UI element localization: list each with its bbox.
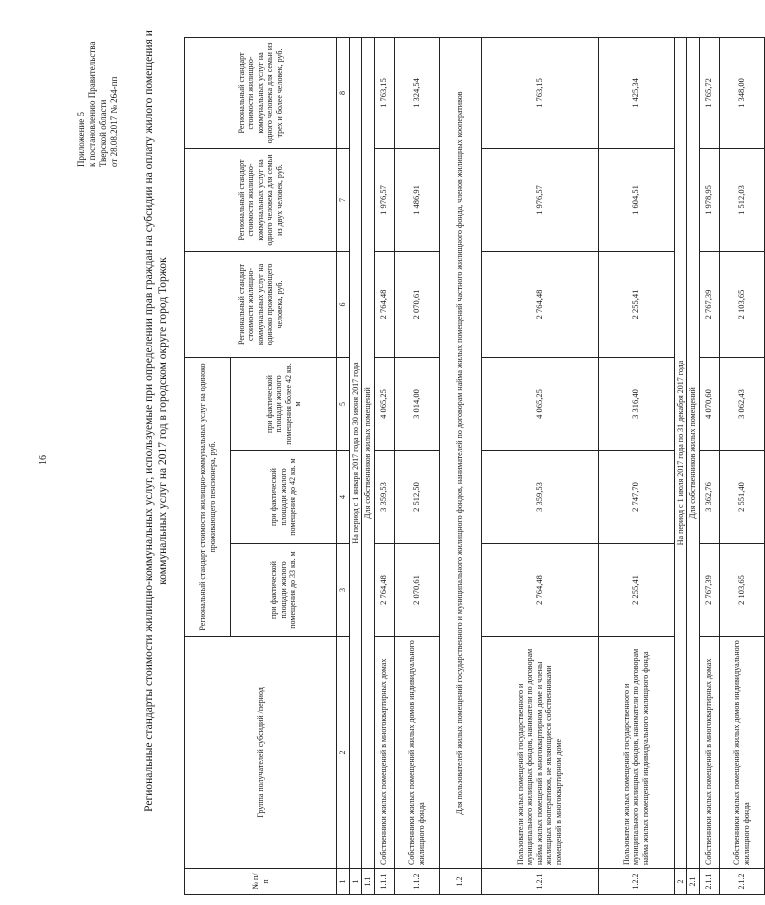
row-label: Пользователи жилых помещений государственного и муниципального жилищных фондов, наниматели по договорам найма жилых помещений в многоквартирном доме и члены жилищных кооперативов, не являющиеся собственниками помещений в многоквартирном доме xyxy=(481,637,598,869)
col-number: 4 xyxy=(337,451,350,544)
value-cell: 2 103,65 xyxy=(719,544,764,637)
table-row xyxy=(374,38,394,895)
value-cell: 2 747,70 xyxy=(598,451,674,544)
header-rst-three: Региональный стандарт стоимости жилищно-коммунальных услуг на одного человека для семьи из трех и более человек, руб. xyxy=(185,38,337,149)
header-upto-42: при фактической площади жилого помещения до 42 кв. м xyxy=(231,451,337,544)
header-over-42: при фактической площади жилого помещения более 42 кв. м xyxy=(231,358,337,451)
value-cell: 1 324,54 xyxy=(394,38,439,149)
value-cell: 1 604,51 xyxy=(598,149,674,252)
row-num: 2.1.1 xyxy=(699,869,719,895)
value-cell: 1 765,72 xyxy=(699,38,719,149)
value-cell: 1 763,15 xyxy=(481,38,598,149)
col-number: 7 xyxy=(337,149,350,252)
header-group: Группа получателей субсидий /период xyxy=(185,637,337,869)
value-cell: 2 764,48 xyxy=(374,252,394,358)
appendix-note xyxy=(76,7,120,167)
col-number: 5 xyxy=(337,358,350,451)
row-label: Собственники жилых помещений в многоквартирных домах xyxy=(699,637,719,869)
appendix-line-4: от 28.08.2017 № 264-пп xyxy=(109,76,119,167)
table-row xyxy=(598,38,674,895)
section-label: Для пользователей жилых помещений государственного и муниципального жилищного фондов, нанимателей по договорам найма жилых помещений частного жилищного фонда, членов жилищных кооперативов xyxy=(439,38,481,869)
header-rst-two: Региональный стандарт стоимости жилищно-коммунальных услуг на одного человека для семьи из двух человек, руб. xyxy=(185,149,337,252)
table-row xyxy=(394,38,439,895)
table-row xyxy=(481,38,598,895)
period-row xyxy=(349,38,362,895)
value-cell: 2 103,65 xyxy=(719,252,764,358)
value-cell: 1 978,95 xyxy=(699,149,719,252)
row-num: 1.2.1 xyxy=(481,869,598,895)
row-num: 1.1.2 xyxy=(394,869,439,895)
header-row-1 xyxy=(185,38,231,895)
section-row xyxy=(362,38,375,895)
value-cell: 2 764,48 xyxy=(481,252,598,358)
value-cell: 2 764,48 xyxy=(481,544,598,637)
value-cell: 2 512,50 xyxy=(394,451,439,544)
row-num: 2 xyxy=(674,869,687,895)
value-cell: 3 359,53 xyxy=(481,451,598,544)
value-cell: 1 425,34 xyxy=(598,38,674,149)
period-row xyxy=(674,38,687,895)
col-number: 8 xyxy=(337,38,350,149)
value-cell: 2 255,41 xyxy=(598,544,674,637)
value-cell: 1 976,57 xyxy=(481,149,598,252)
appendix-line-2: к постановлению Правительства xyxy=(87,41,97,167)
row-num: 2.1 xyxy=(687,869,700,895)
table-row xyxy=(719,38,764,895)
col-number: 1 xyxy=(337,869,350,895)
value-cell: 2 070,61 xyxy=(394,544,439,637)
document-title: Региональные стандарты стоимости жилищно-коммунальных услуг, используемые при определении прав граждан на субсидии на оплату жилого помещения и коммунальных услуг на 2017 год в городском округе город Торжок xyxy=(143,30,169,812)
section-row xyxy=(687,38,700,895)
value-cell: 4 065,25 xyxy=(374,358,394,451)
value-cell: 3 062,43 xyxy=(719,358,764,451)
column-number-row xyxy=(337,38,350,895)
row-num: 1.1.1 xyxy=(374,869,394,895)
section-label: Для собственников жилых помещений xyxy=(362,38,375,869)
row-label: Собственники жилых помещений жилых домов индивидуального жилищного фонда xyxy=(394,637,439,869)
header-rst-single: Региональный стандарт стоимости жилищно-коммунальных услуг на одиноко проживающего человека, руб. xyxy=(185,252,337,358)
row-label: Собственники жилых помещений в многоквартирных домах xyxy=(374,637,394,869)
section-row xyxy=(439,38,481,895)
row-num: 1.1 xyxy=(362,869,375,895)
row-num: 1.2 xyxy=(439,869,481,895)
value-cell: 1 486,91 xyxy=(394,149,439,252)
value-cell: 3 359,53 xyxy=(374,451,394,544)
row-num: 1 xyxy=(349,869,362,895)
value-cell: 1 512,03 xyxy=(719,149,764,252)
value-cell: 2 070,61 xyxy=(394,252,439,358)
value-cell: 1 976,57 xyxy=(374,149,394,252)
header-num: № п/п xyxy=(185,869,337,895)
appendix-line-3: Тверской области xyxy=(98,99,108,167)
value-cell: 2 551,40 xyxy=(719,451,764,544)
period-label: На период с 1 июля 2017 года по 31 декабря 2017 года xyxy=(674,38,687,869)
row-num: 2.1.2 xyxy=(719,869,764,895)
value-cell: 3 014,00 xyxy=(394,358,439,451)
value-cell: 3 316,40 xyxy=(598,358,674,451)
header-upto-33: при фактической площади жилого помещения до 33 кв. м xyxy=(231,544,337,637)
row-num: 1.2.2 xyxy=(598,869,674,895)
period-label: На период с 1 января 2017 года по 30 июня 2017 года xyxy=(349,38,362,869)
value-cell: 4 070,60 xyxy=(699,358,719,451)
value-cell: 2 767,39 xyxy=(699,252,719,358)
standards-table xyxy=(184,37,765,895)
page-number: 16 xyxy=(38,455,49,465)
col-number: 2 xyxy=(337,637,350,869)
col-number: 6 xyxy=(337,252,350,358)
value-cell: 2 764,48 xyxy=(374,544,394,637)
value-cell: 1 348,00 xyxy=(719,38,764,149)
table-row xyxy=(699,38,719,895)
row-label: Собственники жилых помещений жилых домов индивидуального жилищного фонда xyxy=(719,637,764,869)
col-number: 3 xyxy=(337,544,350,637)
value-cell: 2 255,41 xyxy=(598,252,674,358)
value-cell: 1 763,15 xyxy=(374,38,394,149)
section-label: Для собственников жилых помещений xyxy=(687,38,700,869)
appendix-line-1: Приложение 5 xyxy=(76,111,86,167)
header-rst-pensioner: Региональный стандарт стоимости жилищно-коммунальных услуг на одиноко проживающего пенсионера, руб. xyxy=(185,358,231,637)
value-cell: 4 065,25 xyxy=(481,358,598,451)
value-cell: 3 362,76 xyxy=(699,451,719,544)
row-label: Пользователи жилых помещений государственного и муниципального жилищных фондов, наниматели по договорам найма жилых помещений индивидуального жилищного фонда xyxy=(598,637,674,869)
value-cell: 2 767,39 xyxy=(699,544,719,637)
